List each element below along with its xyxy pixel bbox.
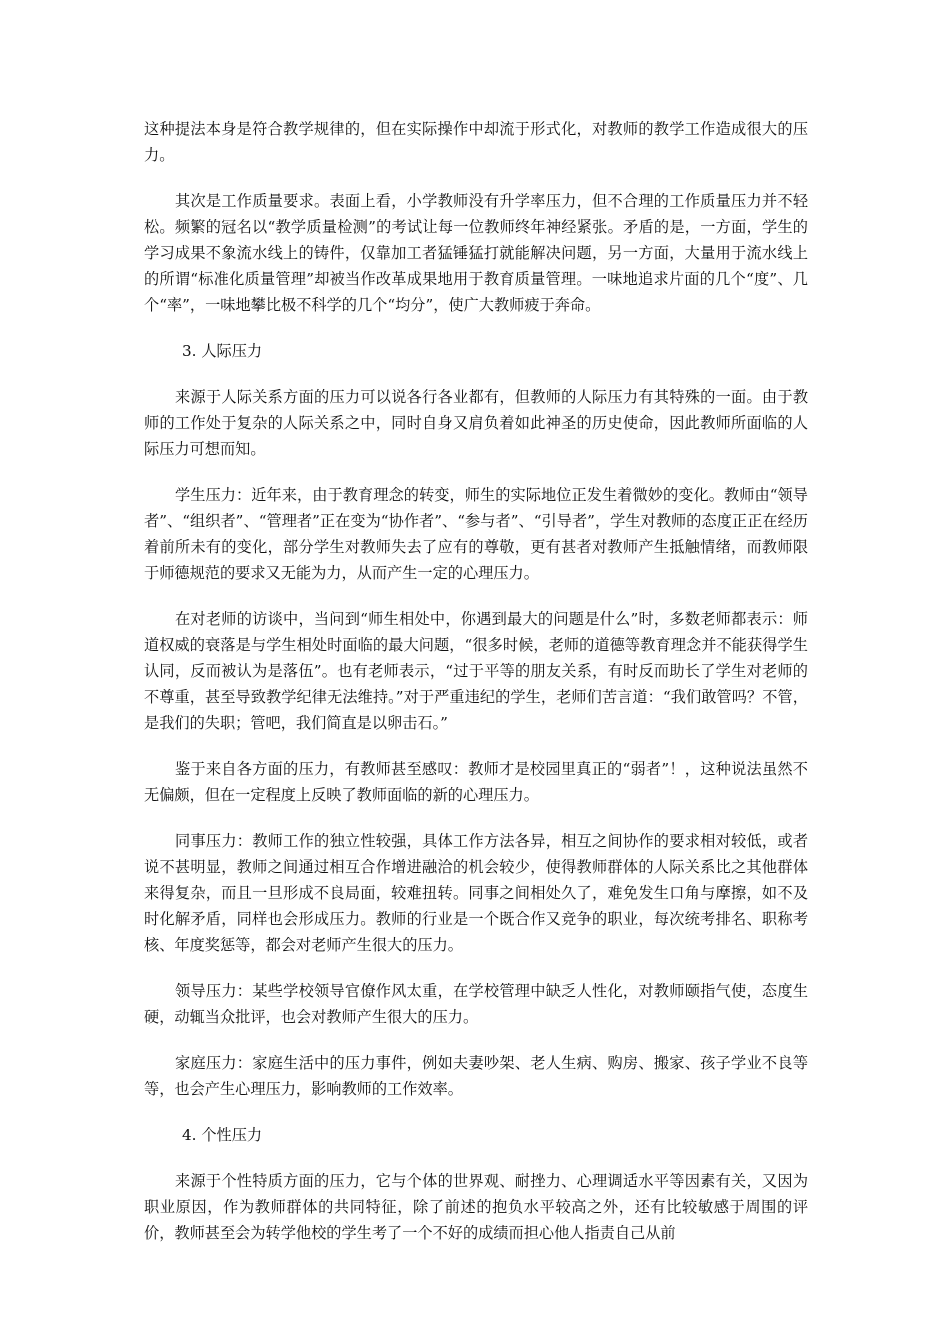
body-paragraph: 家庭压力：家庭生活中的压力事件，例如夫妻吵架、老人生病、购房、搬家、孩子学业不良等等，也会产生心理压力，影响教师的工作效率。 <box>144 1054 808 1098</box>
section-heading: 4. 个性压力 <box>182 1126 263 1144</box>
section-heading: 3. 人际压力 <box>182 342 263 360</box>
body-paragraph: 这种提法本身是符合教学规律的，但在实际操作中却流于形式化，对教师的教学工作造成很大的压力。 <box>144 120 808 164</box>
body-paragraph: 鉴于来自各方面的压力，有教师甚至感叹：教师才是校园里真正的“弱者”！，这种说法虽然不无偏颇，但在一定程度上反映了教师面临的新的心理压力。 <box>144 760 808 804</box>
body-paragraph: 来源于个性特质方面的压力，它与个体的世界观、耐挫力、心理调适水平等因素有关，又因为职业原因，作为教师群体的共同特征，除了前述的抱负水平较高之外，还有比较敏感于周围的评价，教师甚至会为转学他校的学生考了一个不好的成绩而担心他人指责自己从前 <box>144 1172 808 1242</box>
body-paragraph: 来源于人际关系方面的压力可以说各行各业都有，但教师的人际压力有其特殊的一面。由于教师的工作处于复杂的人际关系之中，同时自身又肩负着如此神圣的历史使命，因此教师所面临的人际压力可想而知。 <box>144 388 808 458</box>
body-paragraph: 学生压力：近年来，由于教育理念的转变，师生的实际地位正发生着微妙的变化。教师由“领导者”、“组织者”、“管理者”正在变为“协作者”、“参与者”、“引导者”，学生对教师的态度正正在经历着前所未有的变化，部分学生对教师失去了应有的尊敬，更有甚者对教师产生抵触情绪，而教师限于师德规范的要求又无能为力，从而产生一定的心理压力。 <box>144 486 808 582</box>
body-paragraph: 其次是工作质量要求。表面上看，小学教师没有升学率压力，但不合理的工作质量压力并不轻松。频繁的冠名以“教学质量检测”的考试让每一位教师终年神经紧张。矛盾的是，一方面，学生的学习成果不象流水线上的铸件，仅靠加工者猛锤猛打就能解决问题，另一方面，大量用于流水线上的所谓“标准化质量管理”却被当作改革成果地用于教育质量管理。一味地追求片面的几个“度”、几个“率”，一味地攀比极不科学的几个“均分”，使广大教师疲于奔命。 <box>144 192 808 314</box>
document-page <box>144 116 808 1266</box>
body-paragraph: 在对老师的访谈中，当问到“师生相处中，你遇到最大的问题是什么”时，多数老师都表示：师道权威的衰落是与学生相处时面临的最大问题，“很多时候，老师的道德等教育理念并不能获得学生认同，反而被认为是落伍”。也有老师表示，“过于平等的朋友关系，有时反而助长了学生对老师的不尊重，甚至导致教学纪律无法维持。”对于严重违纪的学生，老师们苦言道：“我们敢管吗？不管，是我们的失职；管吧，我们简直是以卵击石。” <box>144 610 808 732</box>
body-paragraph: 同事压力：教师工作的独立性较强，具体工作方法各异，相互之间协作的要求相对较低，或者说不甚明显，教师之间通过相互合作增进融洽的机会较少，使得教师群体的人际关系比之其他群体来得复杂，而且一旦形成不良局面，较难扭转。同事之间相处久了，难免发生口角与摩擦，如不及时化解矛盾，同样也会形成压力。教师的行业是一个既合作又竞争的职业，每次统考排名、职称考核、年度奖惩等，都会对老师产生很大的压力。 <box>144 832 808 954</box>
body-paragraph: 领导压力：某些学校领导官僚作风太重，在学校管理中缺乏人性化，对教师颐指气使，态度生硬，动辄当众批评，也会对教师产生很大的压力。 <box>144 982 808 1026</box>
